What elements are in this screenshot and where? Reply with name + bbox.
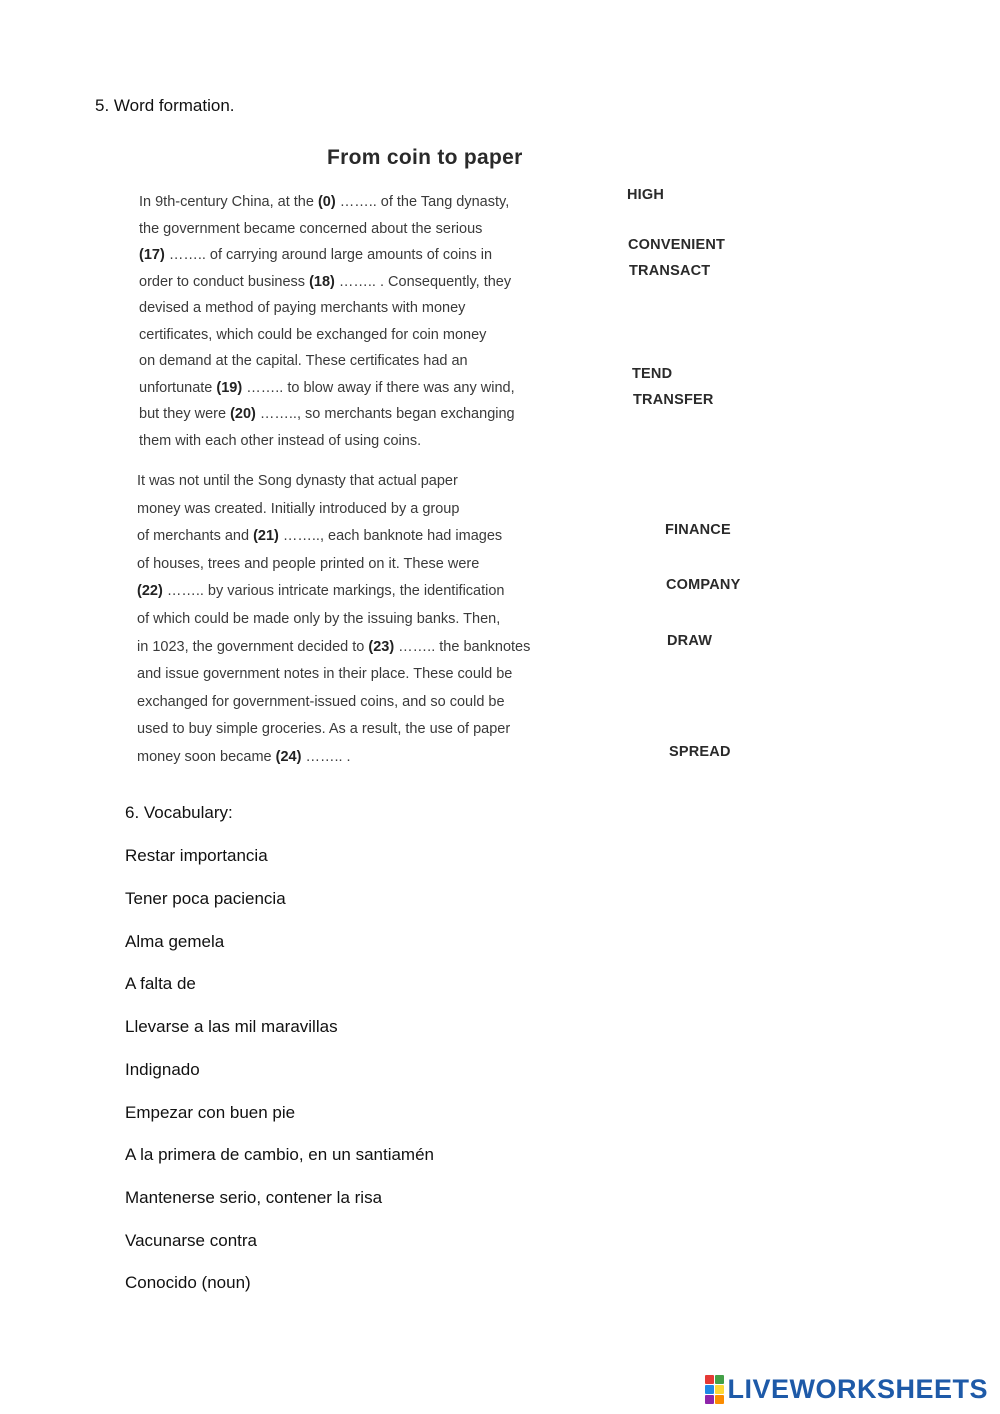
vocab-item: Conocido (noun) xyxy=(125,1273,251,1292)
gap-number: (24) xyxy=(275,748,302,765)
line-text: of merchants and xyxy=(137,528,254,545)
liveworksheets-logo xyxy=(705,1374,988,1405)
vocab-item: Empezar con buen pie xyxy=(125,1103,296,1122)
paragraph-1 xyxy=(139,189,599,454)
line-text: In 9th-century China, at the xyxy=(139,194,318,210)
keyword-spread: SPREAD xyxy=(669,744,731,760)
vocab-item: Llevarse a las mil maravillas xyxy=(125,1017,338,1036)
text-line xyxy=(139,322,599,349)
line-text: …….. to blow away if there was any wind, xyxy=(242,379,515,396)
text-line xyxy=(139,295,599,322)
vocab-item: A la primera de cambio, en un santiamén xyxy=(125,1145,435,1164)
line-text: of which could be made only by the issuing banks. Then, xyxy=(137,610,501,627)
keyword-convenient: CONVENIENT xyxy=(628,237,726,253)
line-text: them with each other instead of using coins. xyxy=(139,432,422,449)
text-line xyxy=(139,216,599,243)
line-text: certificates, which could be exchanged for coin money xyxy=(139,326,487,343)
text-line xyxy=(137,744,617,772)
text-line xyxy=(137,468,617,496)
text-line xyxy=(137,689,617,717)
gap-number: (18) xyxy=(309,273,335,290)
gap-number: (22) xyxy=(137,583,163,600)
line-text: money soon became xyxy=(137,748,276,765)
text-line xyxy=(137,578,617,606)
line-text: money was created. Initially introduced by a group xyxy=(137,500,460,517)
line-text: but they were xyxy=(139,406,231,422)
line-text: the government became concerned about the serious xyxy=(139,220,483,237)
paragraph-2 xyxy=(137,468,617,772)
keyword-transact: TRANSACT xyxy=(629,263,711,279)
text-line xyxy=(137,716,617,744)
text-line xyxy=(139,348,599,375)
line-text: devised a method of paying merchants with money xyxy=(139,300,466,316)
vocab-item: Indignado xyxy=(125,1060,200,1079)
logo-square xyxy=(705,1375,714,1384)
line-text: It was not until the Song dynasty that actual paper xyxy=(137,473,458,489)
line-text: and issue government notes in their place. These could be xyxy=(137,666,513,683)
gap-number: (19) xyxy=(216,379,243,396)
logo-square xyxy=(715,1385,724,1394)
text-line xyxy=(139,401,599,428)
section-5-heading: 5. Word formation. xyxy=(95,96,235,115)
line-text: …….. . Consequently, they xyxy=(334,273,512,290)
logo-square xyxy=(705,1385,714,1394)
liveworksheets-logo-icon xyxy=(705,1375,724,1404)
vocab-item: A falta de xyxy=(125,974,196,993)
gap-number: (0) xyxy=(317,194,336,210)
keyword-tend: TEND xyxy=(632,366,673,382)
line-text: in 1023, the government decided to xyxy=(137,638,369,655)
gap-number: (20) xyxy=(230,406,256,422)
keyword-finance: FINANCE xyxy=(665,522,731,538)
keyword-draw: DRAW xyxy=(667,633,713,649)
keyword-transfer: TRANSFER xyxy=(633,392,714,408)
liveworksheets-logo-text: LIVEWORKSHEETS xyxy=(727,1374,988,1404)
vocab-item: Restar importancia xyxy=(125,846,268,865)
vocab-item: Tener poca paciencia xyxy=(125,889,286,908)
line-text: exchanged for government-issued coins, and so could be xyxy=(137,693,505,710)
text-line xyxy=(137,496,617,524)
text-line xyxy=(139,428,599,455)
line-text: used to buy simple groceries. As a result, the use of paper xyxy=(137,721,511,738)
line-text: …….. by various intricate markings, the identification xyxy=(162,583,505,600)
line-text: unfortunate xyxy=(139,379,217,396)
article-title: From coin to paper xyxy=(327,146,523,169)
logo-square xyxy=(705,1395,714,1404)
keyword-high: HIGH xyxy=(627,187,665,203)
text-line xyxy=(137,606,617,634)
line-text: …….., so merchants began exchanging xyxy=(255,406,515,422)
text-line xyxy=(137,551,617,579)
gap-number: (23) xyxy=(368,638,395,655)
line-text: …….. of carrying around large amounts of coins in xyxy=(164,247,493,263)
text-line xyxy=(137,661,617,689)
line-text: …….. . xyxy=(301,748,351,765)
gap-number: (21) xyxy=(253,528,279,545)
text-line xyxy=(137,523,617,551)
line-text: of houses, trees and people printed on it. These were xyxy=(137,555,480,572)
vocab-item: Alma gemela xyxy=(125,932,225,951)
logo-square xyxy=(715,1375,724,1384)
section-6-heading: 6. Vocabulary: xyxy=(125,803,233,822)
line-text: …….., each banknote had images xyxy=(278,528,503,545)
text-line xyxy=(139,189,599,216)
text-line xyxy=(139,375,599,402)
line-text: on demand at the capital. These certificates had an xyxy=(139,353,468,369)
line-text: …….. of the Tang dynasty, xyxy=(335,194,510,210)
vocab-item: Mantenerse serio, contener la risa xyxy=(125,1188,383,1207)
logo-square xyxy=(715,1395,724,1404)
text-line xyxy=(139,242,599,269)
line-text: order to conduct business xyxy=(139,273,310,290)
vocab-item: Vacunarse contra xyxy=(125,1231,257,1250)
keyword-company: COMPANY xyxy=(666,577,741,593)
line-text: …….. the banknotes xyxy=(394,638,531,655)
gap-number: (17) xyxy=(139,247,165,263)
text-line xyxy=(139,269,599,296)
text-line xyxy=(137,634,617,662)
